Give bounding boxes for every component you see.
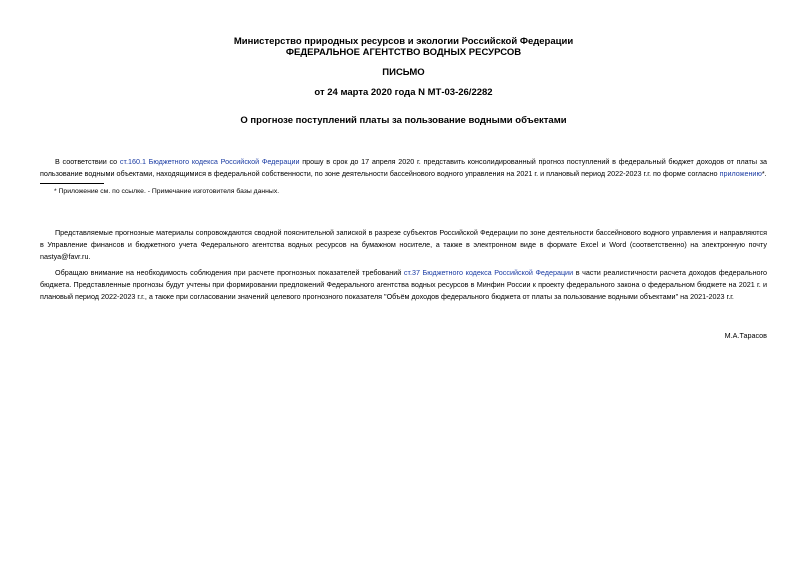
signature: М.А.Тарасов	[724, 331, 767, 340]
document-type: ПИСЬМО	[382, 67, 425, 78]
paragraph-text: в части реалистичности расчета доходов федерального бюджета. Представленные прогнозы будут учтены при формировании предложений Федерального агентства водных ресурсов в Минфин России к проекту федерального закона о федеральном бюджете на 2021 г. и плановый период 2022-2023 г.г., а также при согласовании значений целевого прогнозного показателя "Объём доходов федерального бюджета от платы за пользование водными объектами" на 2021-2023 г.г.	[40, 268, 767, 301]
paragraph-text: Обращаю внимание на необходимость соблюдения при расчете прогнозных показателей требований	[55, 268, 404, 277]
budget-code-article-37-link[interactable]: ст.37 Бюджетного кодекса Российской Федерации	[403, 268, 574, 277]
paragraph-text: В соответствии со	[55, 157, 120, 166]
paragraph-text: *.	[761, 169, 767, 178]
agency-name: ФЕДЕРАЛЬНОЕ АГЕНТСТВО ВОДНЫХ РЕСУРСОВ	[285, 47, 522, 58]
appendix-link[interactable]: приложению	[719, 169, 762, 178]
paragraph-attention	[40, 267, 767, 303]
paragraph-text: прошу в срок до 17 апреля 2020 г. представить консолидированный прогноз поступлений в федеральный бюджет доходов от платы за пользование водными объектами, находящимися в федеральной собственности, по зоне деятельности бассейнового водного управления на 2021 г. и плановый период 2022-2023 г.г. по форме согласно	[40, 157, 767, 178]
ministry-name: Министерство природных ресурсов и экологии Российской Федерации	[233, 36, 574, 47]
budget-code-article-160-link[interactable]: ст.160.1 Бюджетного кодекса Российской Федерации	[119, 157, 300, 166]
paragraph-request	[40, 156, 767, 180]
document-date-number: от 24 марта 2020 года N МТ-03-26/2282	[314, 87, 493, 98]
paragraph-materials: Представляемые прогнозные материалы сопровождаются сводной пояснительной запиской в разрезе субъектов Российской Федерации по зоне деятельности бассейнового водного управления и направляются в Управление финансов и бюджетного учета Федерального агентства водных ресурсов на бумажном носителе, а также в электронном виде в формате Excel и Word (соответственно) на электронную почту nastya@favr.ru.	[40, 228, 767, 261]
document-subject: О прогнозе поступлений платы за пользование водными объектами	[240, 115, 567, 126]
footnote: * Приложение см. по ссылке. - Примечание изготовителя базы данных.	[54, 188, 280, 195]
footnote-divider	[40, 183, 104, 184]
